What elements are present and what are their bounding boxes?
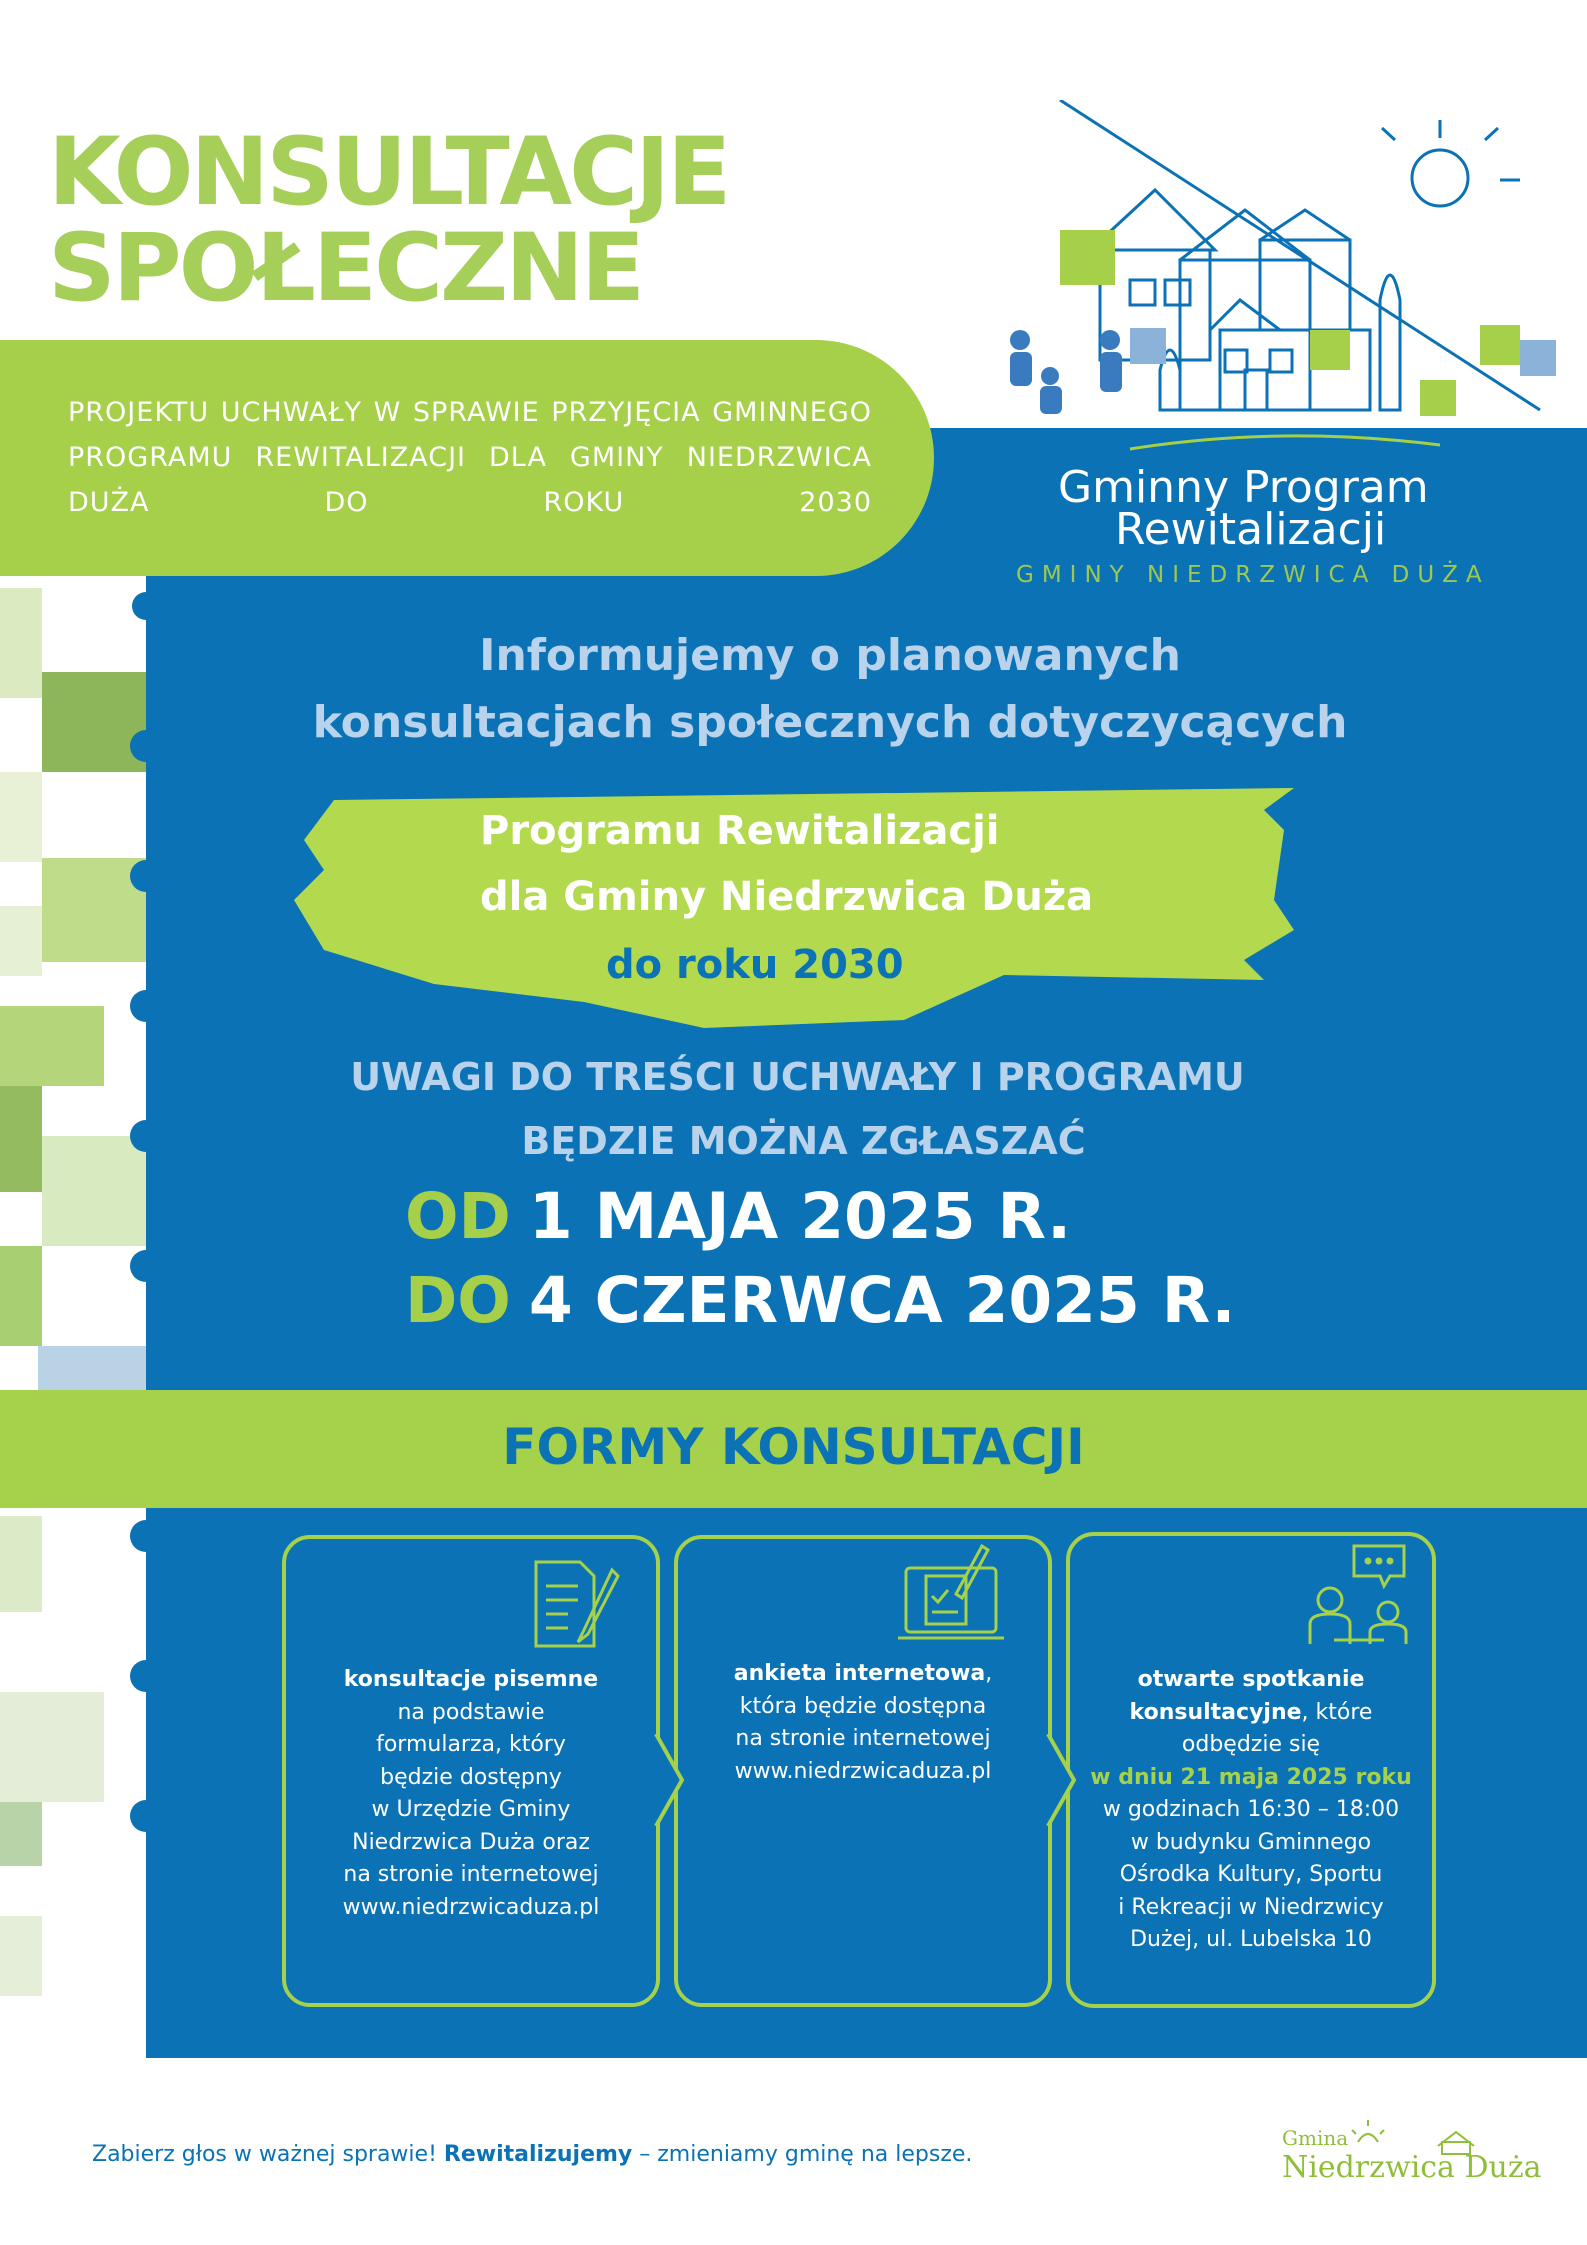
houses-illustration: [980, 100, 1560, 430]
date-to-keyword: DO: [405, 1264, 511, 1337]
logo-arc-decoration: [1120, 425, 1450, 455]
card-written-text: konsultacje pisemne na podstawie formularza, który będzie dostępny w Urzędzie Gminy Niedrzwica Duża oraz na stronie internetowej www.niedrzwicaduza.pl: [282, 1664, 660, 1924]
page-title-line1: KONSULTACJE: [48, 118, 729, 227]
puzzle-decoration-left: [0, 576, 146, 1996]
info-intro-line1: Informujemy o planowanych: [479, 630, 1181, 681]
date-to-value: 4 CZERWCA 2025 R.: [528, 1264, 1236, 1337]
card-online-survey-heading: ankieta internetowa,: [733, 1661, 993, 1686]
program-name-line3: do roku 2030: [606, 942, 904, 988]
formy-title: FORMY KONSULTACJI: [502, 1418, 1085, 1476]
laptop-survey-icon: [896, 1540, 1006, 1650]
subtitle-text: PROJEKTU UCHWAŁY W SPRAWIE PRZYJĘCIA GMINNEGO PROGRAMU REWITALIZACJI DLA GMINY NIEDRZWICA DUŻA DO ROKU 2030: [68, 397, 872, 518]
logo-subtitle: GMINY NIEDRZWICA DUŻA: [1016, 562, 1490, 588]
document-pen-icon: [528, 1556, 624, 1652]
info-intro: [240, 622, 1420, 756]
gmina-logo-line2: Niedrzwica Duża: [1282, 2150, 1542, 2185]
info-intro-line2: konsultacjach społecznych dotyczycących: [312, 697, 1348, 748]
date-from-value: 1 MAJA 2025 R.: [528, 1180, 1072, 1253]
footer-slogan: Zabierz głos w ważnej sprawie! Rewitalizujemy – zmieniamy gminę na lepsze.: [92, 2142, 973, 2167]
program-name-line1: Programu Rewitalizacji: [480, 808, 1000, 854]
date-to: [405, 1264, 1235, 1337]
gmina-logo-line1: Gmina: [1282, 2126, 1349, 2150]
page-title-line2: SPOŁECZNE: [48, 214, 643, 323]
uwagi-line1: UWAGI DO TREŚCI UCHWAŁY I PROGRAMU: [350, 1055, 1245, 1099]
program-name-line2: dla Gminy Niedrzwica Duża: [480, 874, 1094, 920]
people-chat-icon: [1304, 1540, 1414, 1652]
uwagi-line2: BĘDZIE MOŻNA ZGŁASZAĆ: [521, 1119, 1086, 1163]
card-meeting-heading: otwarte spotkanie: [1137, 1667, 1365, 1692]
logo-title-line2: Rewitalizacji: [1115, 504, 1387, 555]
card-online-survey-text: ankieta internetowa, która będzie dostępna na stronie internetowej www.niedrzwicaduza.pl: [674, 1658, 1052, 1788]
card-written-heading: konsultacje pisemne: [343, 1667, 599, 1692]
date-from: [405, 1180, 1071, 1253]
date-from-keyword: OD: [405, 1180, 511, 1253]
card-meeting-text: otwarte spotkanie konsultacyjne, które odbędzie się w dniu 21 maja 2025 roku w godzinach 16:30 – 18:00 w budynku Gminnego Ośrodka Kultury, Sportu i Rekreacji w Niedrzwicy Dużej, ul. Lubelska 10: [1066, 1664, 1436, 1957]
meeting-date-highlight: w dniu 21 maja 2025 roku: [1090, 1764, 1412, 1790]
logo-title-line1: Gminny Program: [1058, 462, 1429, 513]
